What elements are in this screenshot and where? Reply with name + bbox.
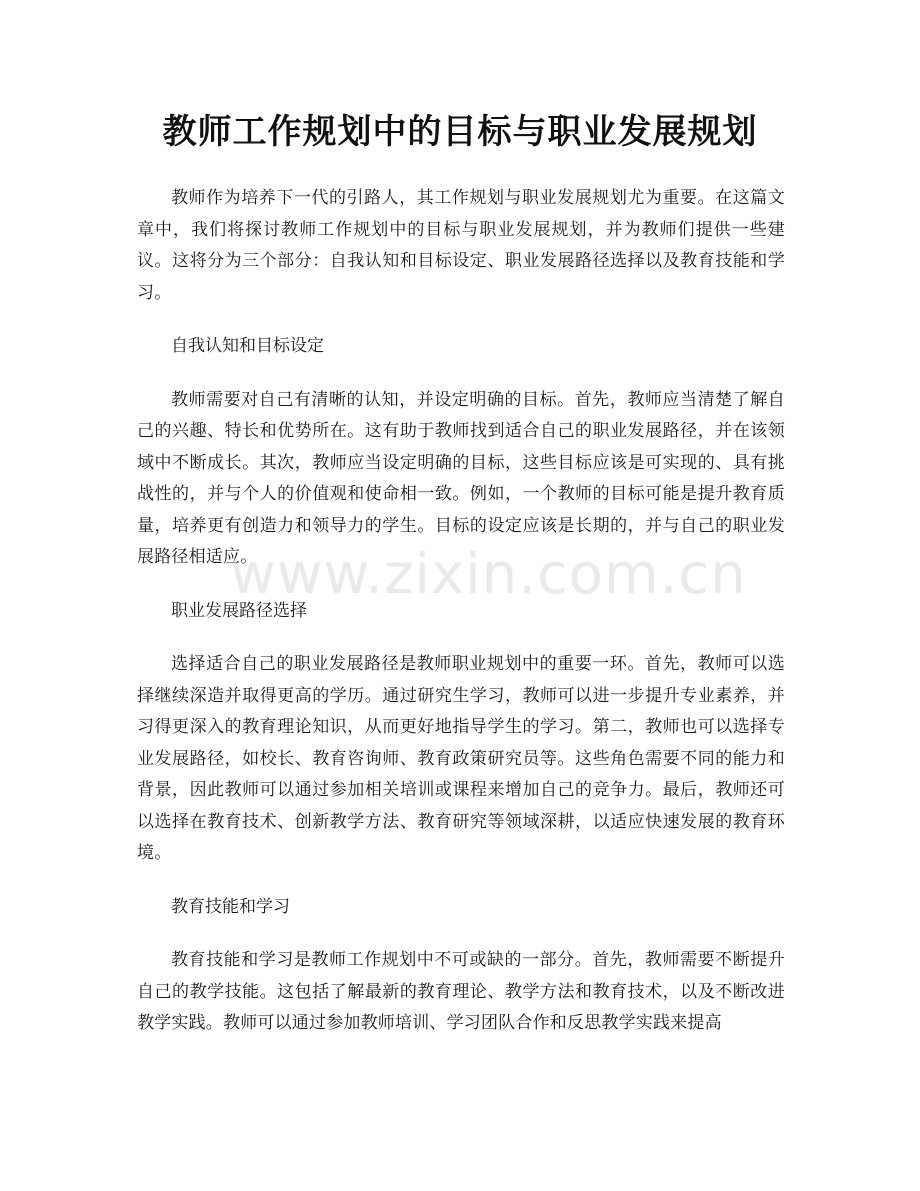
- section-heading-education-skills: 教育技能和学习: [171, 896, 290, 917]
- section-heading-career-path: 职业发展路径选择: [171, 600, 307, 621]
- paragraph-career-path: 选择适合自己的职业发展路径是教师职业规划中的重要一环。首先，教师可以选择继续深造并取得更高的学历。通过研究生学习，教师可以进一步提升专业素养，并习得更深入的教育理论知识，从而更好地指导学生的学习。第二，教师也可以选择专业发展路径，如校长、教育咨询师、教育政策研究员等。这些角色需要不同的能力和背景，因此教师可以通过参加相关培训或课程来增加自己的竞争力。最后，教师还可以选择在教育技术、创新教学方法、教育研究等领域深耕，以适应快速发展的教育环境。: [137, 654, 785, 863]
- watermark-text: www.zixin.com.cn: [230, 542, 747, 607]
- paragraph-education-skills: 教育技能和学习是教师工作规划中不可或缺的一部分。首先，教师需要不断提升自己的教学技能。这包括了解最新的教育理论、教学方法和教育技术，以及不断改进教学实践。教师可以通过参加教师培训、学习团队合作和反思教学实践来提高: [137, 950, 785, 1033]
- paragraph-self-awareness: 教师需要对自己有清晰的认知，并设定明确的目标。首先，教师应当清楚了解自己的兴趣、特长和优势所在。这有助于教师找到适合自己的职业发展路径，并在该领域中不断成长。其次，教师应当设定明确的目标，这些目标应该是可实现的、具有挑战性的，并与个人的价值观和使命相一致。例如，一个教师的目标可能是提升教育质量，培养更有创造力和领导力的学生。目标的设定应该是长期的，并与自己的职业发展路径相适应。: [137, 389, 785, 567]
- document-body: [137, 183, 785, 1040]
- section-heading-self-awareness: 自我认知和目标设定: [171, 336, 324, 356]
- document-title: 教师工作规划中的目标与职业发展规划: [162, 112, 758, 152]
- intro-paragraph: 教师作为培养下一代的引路人，其工作规划与职业发展规划尤为重要。在这篇文章中，我们将探讨教师工作规划中的目标与职业发展规划，并为教师们提供一些建议。这将分为三个部分：自我认知和目标设定、职业发展路径选择以及教育技能和学习。: [137, 188, 785, 303]
